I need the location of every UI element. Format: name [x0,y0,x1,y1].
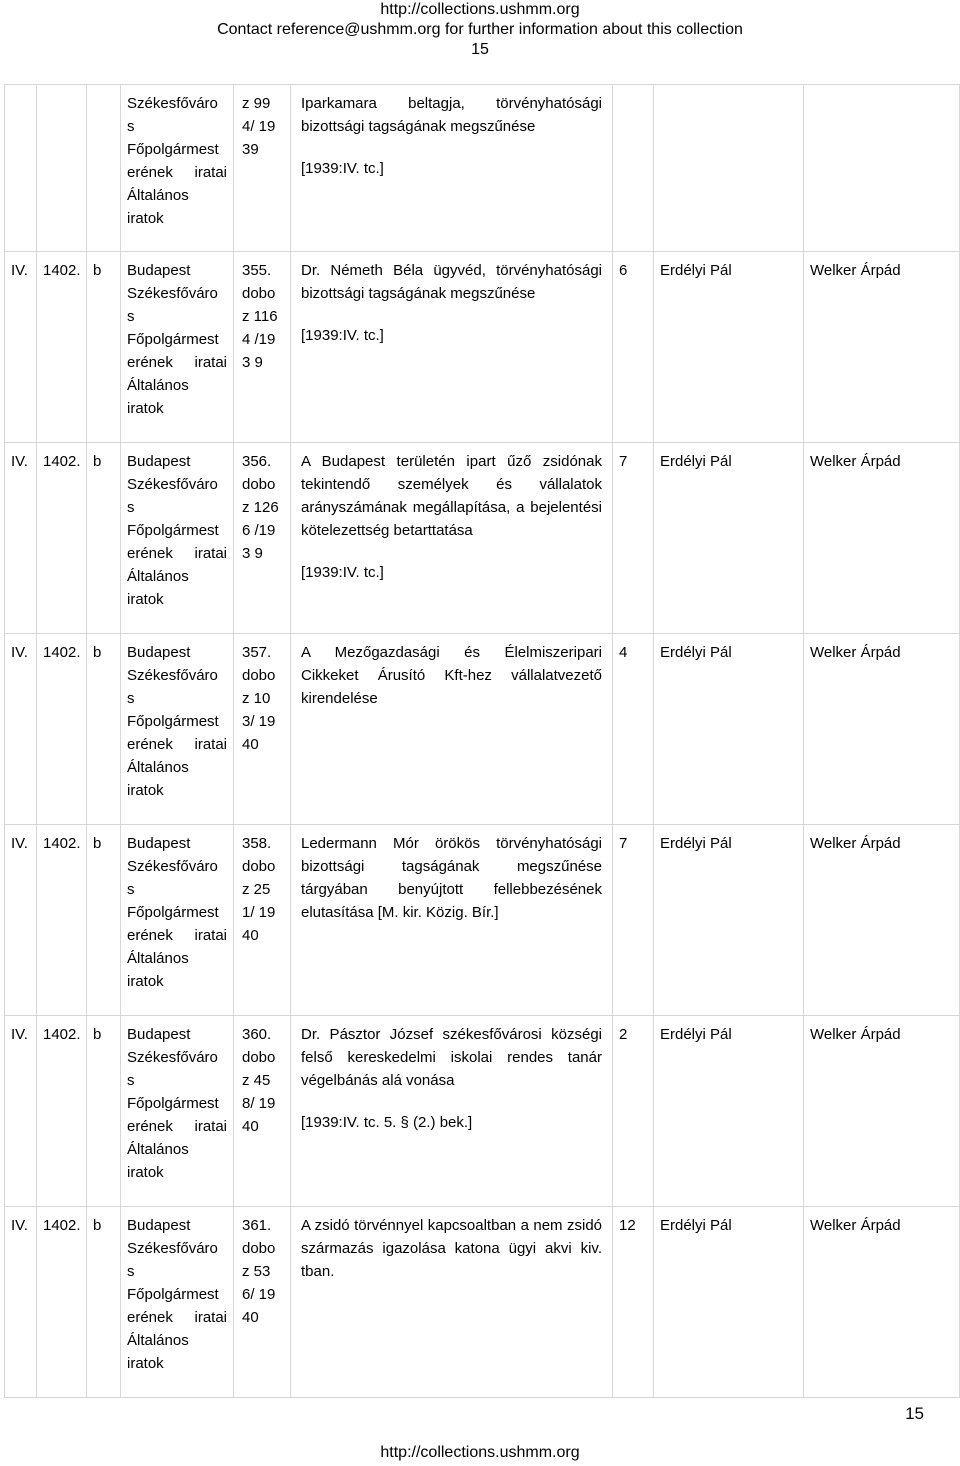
processor-name-cell [654,1207,804,1398]
record-description: Dr. Pásztor József székesfővárosi községi felső kereskedelmi iskolai rendes tanár végelbánás alá vonása [301,1026,602,1089]
table-row [5,443,960,634]
record-description-cell [291,85,613,252]
record-description-cell [291,443,613,634]
processor-name: Erdélyi Pál [660,1026,732,1043]
series-letter: b [93,453,102,470]
page-count: 6 [619,262,628,279]
fonds-name: Budapest Székesfőváro s Főpolgármest erének iratai Általános iratok [127,835,227,990]
series-letter-cell [87,252,121,443]
archive-code: IV. [11,262,28,279]
page-count-cell [613,825,654,1016]
fond-number-cell [37,443,87,634]
record-description-cell [291,825,613,1016]
record-description-cell [291,1016,613,1207]
reviewer-name-cell [804,85,960,252]
legal-reference: [1939:IV. tc. 5. § (2.) bek.] [301,1114,473,1131]
legal-reference: [1939:IV. tc.] [301,564,384,581]
page-count: 12 [619,1217,636,1234]
reviewer-name: Welker Árpád [810,644,901,661]
table-row [5,1207,960,1398]
archive-code: IV. [11,453,28,470]
series-letter-cell [87,443,121,634]
processor-name-cell [654,1016,804,1207]
record-description: Iparkamara beltagja, törvényhatósági bizottsági tagságának megszűnése [301,95,602,135]
fond-number-cell [37,85,87,252]
record-description-cell [291,1207,613,1398]
page-count-cell [613,252,654,443]
table-row [5,1016,960,1207]
box-reference: 361. dobo z 536/ 1940 [242,1217,276,1326]
record-description: A zsidó törvénnyel kapcsoaltban a nem zsidó származás igazolása katona ügyi akvi kiv. tban. [301,1217,602,1280]
reviewer-name-cell [804,1016,960,1207]
archive-code: IV. [11,644,28,661]
fond-number-cell [37,252,87,443]
page-count: 7 [619,835,628,852]
processor-name: Erdélyi Pál [660,1217,732,1234]
footer-url[interactable]: http://collections.ushmm.org [380,1444,580,1461]
box-reference: 356. dobo z 1266 /193 9 [242,453,279,562]
reviewer-name: Welker Árpád [810,453,901,470]
fonds-name: Budapest Székesfőváro s Főpolgármest erének iratai Általános iratok [127,644,227,799]
fond-number-cell [37,825,87,1016]
fond-number: 1402. [43,835,81,852]
record-description-cell [291,634,613,825]
archive-code-cell [5,634,37,825]
record-description: Dr. Németh Béla ügyvéd, törvényhatósági bizottsági tagságának megszűnése [301,262,602,302]
fonds-name: Budapest Székesfőváro s Főpolgármest erének iratai Általános iratok [127,262,227,417]
archive-code-cell [5,443,37,634]
record-description: Ledermann Mór örökös törvényhatósági bizottsági tagságának megszűnése tárgyában benyújtott fellebbezésének elutasítása [M. kir. Közig. Bír.] [301,835,602,921]
processor-name-cell [654,443,804,634]
fond-number-cell [37,1016,87,1207]
fonds-name-cell [121,85,234,252]
box-reference: z 994/ 1939 [242,95,276,158]
page-count-cell [613,1016,654,1207]
fonds-name-cell [121,252,234,443]
reviewer-name-cell [804,443,960,634]
box-reference-cell [234,85,291,252]
fonds-name-cell [121,634,234,825]
fonds-name: Budapest Székesfőváro s Főpolgármest erének iratai Általános iratok [127,1026,227,1181]
box-reference-cell [234,252,291,443]
table-row [5,85,960,252]
archive-code-cell [5,1207,37,1398]
processor-name: Erdélyi Pál [660,835,732,852]
reviewer-name-cell [804,252,960,443]
archive-code: IV. [11,1217,28,1234]
archive-code: IV. [11,1026,28,1043]
table-row [5,252,960,443]
series-letter: b [93,1217,102,1234]
header-page-number: 15 [471,41,489,58]
header-url[interactable]: http://collections.ushmm.org [380,1,580,18]
fond-number: 1402. [43,262,81,279]
archive-code-cell [5,825,37,1016]
processor-name-cell [654,252,804,443]
series-letter: b [93,835,102,852]
box-reference: 357. dobo z 103/ 1940 [242,644,276,753]
page-count-cell [613,634,654,825]
page-count-cell [613,85,654,252]
processor-name-cell [654,85,804,252]
record-description-cell [291,252,613,443]
page-count-cell [613,443,654,634]
fond-number-cell [37,634,87,825]
series-letter-cell [87,85,121,252]
processor-name: Erdélyi Pál [660,453,732,470]
fonds-name-cell [121,825,234,1016]
series-letter: b [93,1026,102,1043]
page-count: 7 [619,453,628,470]
processor-name: Erdélyi Pál [660,644,732,661]
fonds-name-cell [121,1016,234,1207]
fond-number-cell [37,1207,87,1398]
legal-reference: [1939:IV. tc.] [301,327,384,344]
fonds-name-cell [121,443,234,634]
box-reference-cell [234,443,291,634]
series-letter-cell [87,634,121,825]
reviewer-name: Welker Árpád [810,262,901,279]
record-description: A Mezőgazdasági és Élelmiszeripari Cikkeket Árusító Kft-hez vállalatvezető kirendelése [301,644,602,707]
legal-reference: [1939:IV. tc.] [301,160,384,177]
table-row [5,634,960,825]
processor-name: Erdélyi Pál [660,262,732,279]
box-reference-cell [234,825,291,1016]
processor-name-cell [654,634,804,825]
reviewer-name: Welker Árpád [810,835,901,852]
fonds-name: Székesfőváro s Főpolgármest erének iratai Általános iratok [127,95,227,227]
series-letter-cell [87,825,121,1016]
series-letter-cell [87,1016,121,1207]
fonds-name-cell [121,1207,234,1398]
reviewer-name-cell [804,1207,960,1398]
archive-code-cell [5,85,37,252]
reviewer-name-cell [804,634,960,825]
reviewer-name-cell [804,825,960,1016]
record-description: A Budapest területén ipart űző zsidónak tekintendő személyek és vállalatok arányszámának megállapítása, a bejelentési kötelezettség betarttatása [301,453,602,539]
series-letter-cell [87,1207,121,1398]
fond-number: 1402. [43,1026,81,1043]
archive-code: IV. [11,835,28,852]
fond-number: 1402. [43,644,81,661]
processor-name-cell [654,825,804,1016]
page-count: 2 [619,1026,628,1043]
records-table [4,84,960,1398]
fonds-name: Budapest Székesfőváro s Főpolgármest erének iratai Általános iratok [127,1217,227,1372]
box-reference-cell [234,634,291,825]
header-contact: Contact reference@ushmm.org for further information about this collection [217,21,743,38]
box-reference-cell [234,1016,291,1207]
page-count: 4 [619,644,628,661]
series-letter: b [93,644,102,661]
fond-number: 1402. [43,1217,81,1234]
archive-code-cell [5,252,37,443]
table-row [5,825,960,1016]
reviewer-name: Welker Árpád [810,1217,901,1234]
series-letter: b [93,262,102,279]
box-reference: 355. dobo z 1164 /193 9 [242,262,278,371]
fond-number: 1402. [43,453,81,470]
box-reference: 358. dobo z 251/ 1940 [242,835,276,944]
box-reference-cell [234,1207,291,1398]
reviewer-name: Welker Árpád [810,1026,901,1043]
page-count-cell [613,1207,654,1398]
fonds-name: Budapest Székesfőváro s Főpolgármest erének iratai Általános iratok [127,453,227,608]
box-reference: 360. dobo z 458/ 1940 [242,1026,276,1135]
archive-code-cell [5,1016,37,1207]
footer-page-number: 15 [905,1404,924,1423]
